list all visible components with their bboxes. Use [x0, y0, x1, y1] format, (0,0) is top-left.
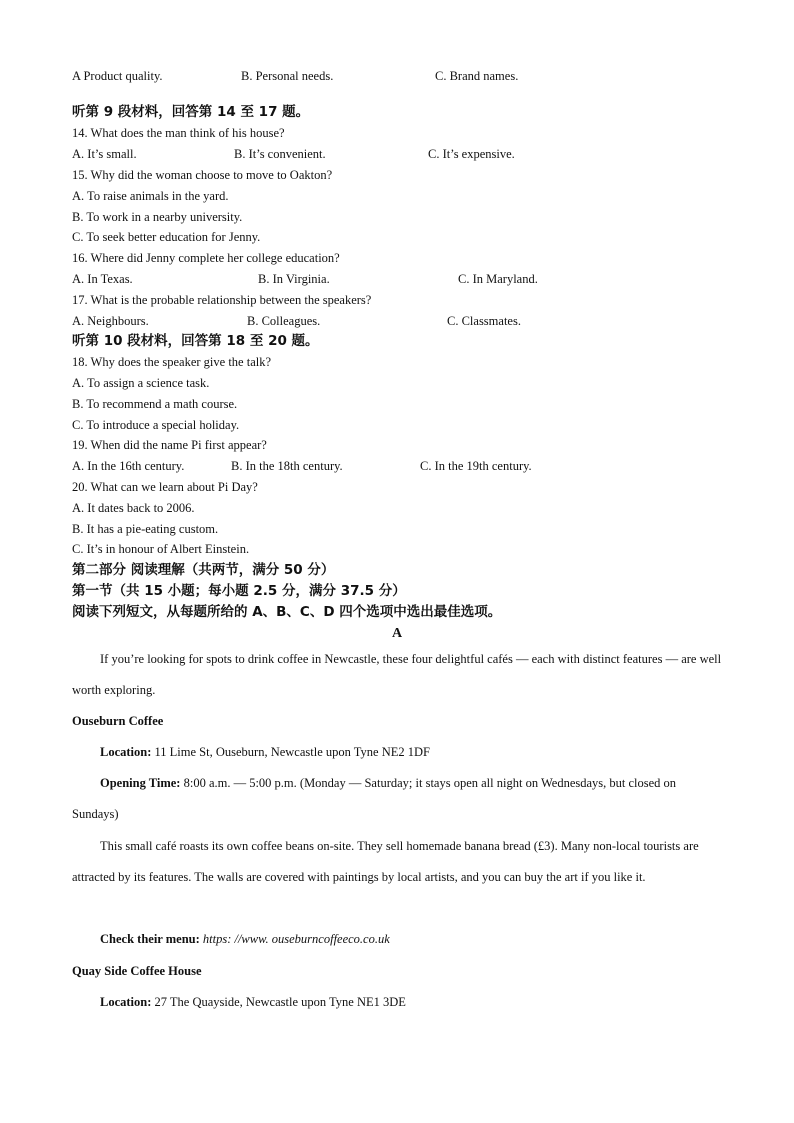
q15-option-b: B. To work in a nearby university. [72, 210, 243, 224]
q19-option-b: B. In the 18th century. [231, 459, 343, 473]
q20-question: 20. What can we learn about Pi Day? [72, 480, 258, 494]
q15-option-a: A. To raise animals in the yard. [72, 189, 229, 203]
cafe1-opening-label: Opening Time: [100, 776, 181, 790]
q14-option-c: C. It’s expensive. [428, 147, 515, 161]
cafe2-name: Quay Side Coffee House [72, 964, 202, 978]
q18-option-b: B. To recommend a math course. [72, 397, 238, 411]
cafe1-description: This small café roasts its own coffee beans on-site. They sell homemade banana bread (£3). Many non-local tourists are attracted by its features. The walls are covered with paintings by local artists, and you can buy the art if you like it. [72, 839, 699, 884]
cafe2-location-label: Location: [100, 995, 152, 1009]
q14-question: 14. What does the man think of his house? [72, 126, 285, 140]
q18-option-a: A. To assign a science task. [72, 376, 210, 390]
q18-option-c: C. To introduce a special holiday. [72, 418, 240, 432]
q15-question: 15. Why did the woman choose to move to Oakton? [72, 168, 333, 182]
cafe1-opening [72, 768, 722, 830]
q17-question: 17. What is the probable relationship between the speakers? [72, 293, 372, 307]
cafe1-location [72, 737, 722, 768]
q15-option-c: C. To seek better education for Jenny. [72, 230, 261, 244]
cafe1-location-text: 11 Lime St, Ouseburn, Newcastle upon Tyne NE2 1DF [151, 745, 430, 759]
q19-option-a: A. In the 16th century. [72, 459, 185, 473]
reading-instruction: 阅读下列短文，从每题所给的 A、B、C、D 四个选项中选出最佳选项。 [72, 604, 502, 620]
q13-option-b: B. Personal needs. [241, 69, 334, 83]
passage-label: A [391, 626, 403, 641]
q14-option-b: B. It’s convenient. [234, 147, 326, 161]
q17-option-b: B. Colleagues. [247, 314, 321, 328]
section-9-heading: 听第 9 段材料，回答第 14 至 17 题。 [72, 104, 310, 120]
q16-question: 16. Where did Jenny complete her college education? [72, 251, 340, 265]
cafe1-location-label: Location: [100, 745, 152, 759]
q14-option-a: A. It’s small. [72, 147, 137, 161]
q13-option-a: A Product quality. [72, 69, 163, 83]
cafe1-menu-url[interactable]: https: //www. ouseburncoffeeco.co.uk [199, 932, 390, 946]
cafe2-location [72, 987, 722, 1018]
q16-option-c: C. In Maryland. [458, 272, 538, 286]
q13-option-c: C. Brand names. [435, 69, 519, 83]
cafe1-menu [72, 924, 722, 955]
part2-heading: 第二部分 阅读理解（共两节，满分 50 分） [72, 562, 335, 578]
q18-question: 18. Why does the speaker give the talk? [72, 355, 272, 369]
q20-option-b: B. It has a pie-eating custom. [72, 522, 219, 536]
q17-option-a: A. Neighbours. [72, 314, 149, 328]
q16-option-a: A. In Texas. [72, 272, 133, 286]
passage-intro: If you’re looking for spots to drink coffee in Newcastle, these four delightful cafés — each with distinct features — are well worth exploring. [72, 652, 722, 697]
cafe2-location-text: 27 The Quayside, Newcastle upon Tyne NE1 3DE [151, 995, 406, 1009]
q20-option-a: A. It dates back to 2006. [72, 501, 195, 515]
section1-heading: 第一节（共 15 小题；每小题 2.5 分，满分 37.5 分） [72, 583, 406, 599]
q19-question: 19. When did the name Pi first appear? [72, 438, 267, 452]
q16-option-b: B. In Virginia. [258, 272, 330, 286]
cafe1-menu-label: Check their menu: [100, 932, 200, 946]
cafe1-name: Ouseburn Coffee [72, 714, 164, 728]
q17-option-c: C. Classmates. [447, 314, 521, 328]
cafe1-opening-text: 8:00 a.m. — 5:00 p.m. (Monday — Saturday; it stays open all night on Wednesdays, but closed on Sundays) [72, 776, 677, 821]
section-10-heading: 听第 10 段材料，回答第 18 至 20 题。 [72, 333, 319, 349]
q19-option-c: C. In the 19th century. [420, 459, 532, 473]
q20-option-c: C. It’s in honour of Albert Einstein. [72, 542, 250, 556]
